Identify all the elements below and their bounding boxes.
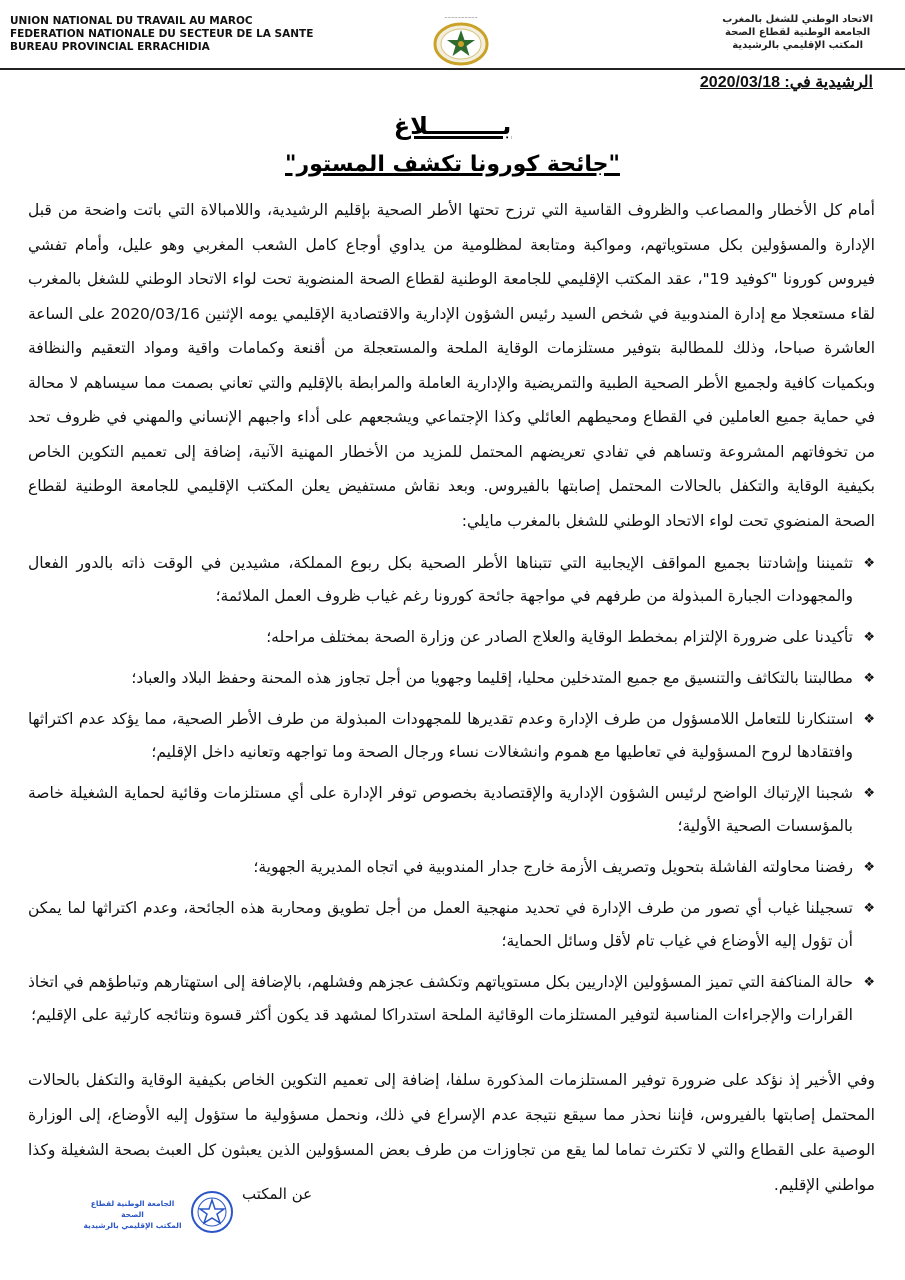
list-item — [28, 547, 875, 613]
svg-text:~~~~~~~~~~: ~~~~~~~~~~ — [444, 15, 478, 20]
list-item — [28, 662, 875, 695]
union-emblem-icon — [432, 12, 490, 68]
document-date: الرشيدية في: 2020/03/18 — [699, 74, 873, 91]
document-subtitle: "جائحة كورونا تكشف المستور" — [285, 152, 620, 177]
union-seal-icon — [190, 1190, 234, 1234]
list-item-text: تسجيلنا غياب أي تصور من طرف الإدارة في تحديد منهجية العمل من أجل تطويق ومحاربة هذه الجائحة، وعدم اكتراثها لما يمكن أن تؤول إليه الأوضاع في غياب تام لأقل وسائل الحماية؛ — [28, 899, 853, 950]
official-stamp — [80, 1190, 230, 1240]
list-item — [28, 777, 875, 843]
bullet-diamond-icon: ❖ — [863, 712, 875, 727]
list-item — [28, 851, 875, 884]
list-item-text: مطالبتنا بالتكاثف والتنسيق مع جميع المتدخلين محليا، إقليما وجهويا من أجل تجاوز هذه المحنة وحفظ البلاد والعباد؛ — [131, 669, 853, 687]
letterhead-arabic-line: الاتحاد الوطني للشغل بالمغرب — [722, 14, 873, 25]
closing-paragraph — [28, 1063, 875, 1203]
letterhead-divider — [0, 68, 905, 70]
letterhead-french — [10, 15, 313, 54]
bullet-diamond-icon: ❖ — [863, 630, 875, 645]
stamp-text — [80, 1198, 185, 1231]
intro-text: أمام كل الأخطار والمصاعب والظروف القاسية التي ترزح تحتها الأطر الصحية بإقليم الرشيدية، واللامبالاة التي باتت واضحة من قبل الإدارة والمسؤولين بكل مستوياتهم، ومواكبة ومتابعة لمظلومية من يداوي أوجاع كامل الشعب المغربي وهو عليل، وأمام تفشي فيروس كورونا "كوفيد 19"، عقد المكتب الإقليمي للجامعة الوطنية لقطاع الصحة المنضوية تحت لواء الاتحاد الوطني للشغل بالمغرب لقاء مستعجلا مع إدارة المندوبية في شخص السيد رئيس الشؤون الإدارية والاقتصادية الإقليمي يومه الإثنين 2020/03/16 على الساعة العاشرة صباحا، وذلك للمطالبة بتوفير مستلزمات الوقاية الملحة والمستعجلة من أقنعة وكمامات واقية ومواد التعقيم والنظافة وبكميات كافية ولجميع الأطر الصحية الطبية والتمريضية والإدارية العاملة والمرابطة بالإقليم والتي تعاني بصمت مما سيساهم لا محالة في حماية جميع العاملين في القطاع ومحيطهم العائلي وكذا الإجتماعي ويشجعهم على أداء واجبهم الإنساني والمهني في ظروف تحد من تخوفاتهم المشروعة وتساهم في تفادي تعريضهم المحتمل للمزيد من الأخطار المهنية الآنية، إضافة إلى تعميم التكوين الخاص بكيفية الوقاية والتكفل بالحالات المحتمل إصابتها بالفيروس. وبعد نقاش مستفيض يعلن المكتب الإقليمي للجامعة الوطنية لقطاع الصحة المنضوي تحت لواء الاتحاد الوطني للشغل بالمغرب مايلي: — [28, 201, 875, 530]
list-item — [28, 892, 875, 958]
letterhead-french-line: UNION NATIONAL DU TRAVAIL AU MAROC — [10, 15, 253, 27]
letterhead-french-line: BUREAU PROVINCIAL ERRACHIDIA — [10, 41, 210, 53]
bullet-diamond-icon: ❖ — [863, 671, 875, 686]
statement-list — [28, 547, 875, 1040]
list-item-text: رفضنا محاولته الفاشلة بتحويل وتصريف الأزمة خارج جدار المندوبية في اتجاه المديرية الجهوية؛ — [253, 858, 853, 876]
bullet-diamond-icon: ❖ — [863, 860, 875, 875]
stamp-line: المكتب الإقليمي بالرشيدية — [83, 1221, 182, 1230]
signoff: عن المكتب — [242, 1185, 313, 1203]
bullet-diamond-icon: ❖ — [863, 901, 875, 916]
list-item — [28, 703, 875, 769]
letterhead-arabic-line: المكتب الإقليمي بالرشيدية — [732, 40, 864, 51]
list-item — [28, 966, 875, 1032]
stamp-line: الجامعة الوطنية لقطاع الصحة — [90, 1199, 175, 1219]
list-item — [28, 621, 875, 654]
bullet-diamond-icon: ❖ — [863, 975, 875, 990]
list-item-text: شجبنا الإرتباك الواضح لرئيس الشؤون الإدارية والإقتصادية بخصوص توفر الإدارة على أي مستلزمات وقائية لحماية الشغيلة خاصة بالمؤسسات الصحية الأولية؛ — [28, 784, 853, 835]
list-item-text: حالة المناكفة التي تميز المسؤولين الإداريين بكل مستوياتهم وتكشف عجزهم وفشلهم، بالإضافة إلى استهتارهم وتباطؤهم في اتخاذ القرارات والإجراءات المناسبة لتوفير المستلزمات الوقائية الملحة استدراكا لمشهد قد يكون أكثر قسوة ونتائجه كارثية على الإقليم؛ — [28, 973, 853, 1024]
letterhead — [0, 0, 905, 72]
list-item-text: تثميننا وإشادتنا بجميع المواقف الإيجابية التي تتبناها الأطر الصحية بكل ربوع المملكة، مشيدين في الوقت ذاته بالدور الفعال والمجهودات الجبارة المبذولة من طرفهم في مواجهة جائحة كورونا رغم غياب ظروف العمل الملائمة؛ — [28, 554, 853, 605]
letterhead-arabic-line: الجامعة الوطنية لقطاع الصحة — [725, 27, 871, 38]
letterhead-arabic — [722, 13, 873, 52]
intro-paragraph — [28, 193, 875, 538]
list-item-text: تأكيدنا على ضرورة الإلتزام بمخطط الوقاية والعلاج الصادر عن وزارة الصحة بمختلف مراحله؛ — [266, 628, 853, 646]
letterhead-french-line: FEDERATION NATIONALE DU SECTEUR DE LA SANTE — [10, 28, 314, 40]
closing-text: وفي الأخير إذ نؤكد على ضرورة توفير المستلزمات المذكورة سلفا، إضافة إلى تعميم التكوين الخاص بكيفية الوقاية والتكفل بالحالات المحتمل إصابتها بالفيروس، فإننا نحذر مما سيقع نتيجة عدم الإسراع في ذلك، ونحمل مسؤولية ما ستؤول إليه الأوضاع، إلى الوزارة الوصية على القطاع والتي لا تكترث تماما لما يقع من تجاوزات من طرف بعض المسؤولين الذين يعبثون كل العبث بصحة الشغيلة وكذا مواطني الإقليم. — [28, 1071, 875, 1194]
bullet-diamond-icon: ❖ — [863, 556, 875, 571]
document-title: بـــــــــلاغ — [393, 112, 512, 140]
list-item-text: استنكارنا للتعامل اللامسؤول من طرف الإدارة وعدم تقديرها للمجهودات المبذولة من طرف الأطر الصحية، مما يؤكد عدم اكتراثها وافتقادها لروح المسؤولية في تعاطيها مع هموم وانشغالات نساء ورجال الصحة وما تواجهه وتعانيه داخل الإقليم؛ — [28, 710, 853, 761]
bullet-diamond-icon: ❖ — [863, 786, 875, 801]
